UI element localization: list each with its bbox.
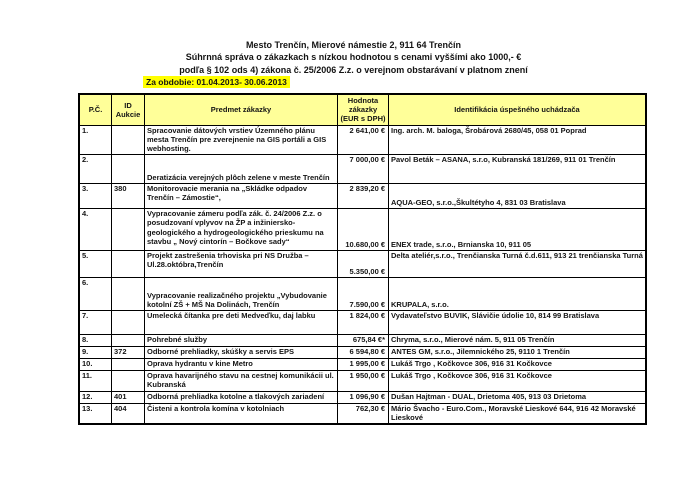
column-header-hodnota: Hodnota zákazky (EUR s DPH) (338, 94, 389, 125)
cell-id (112, 125, 145, 155)
cell-hodnota: 5.350,00 € (338, 251, 389, 278)
cell-predmet: Oprava havarijného stavu na cestnej komunikácii ul. Kubranská (145, 371, 338, 391)
cell-uchadzac: ANTES GM, s.r.o., Jilemnického 25, 9110 1 Trenčín (389, 347, 647, 359)
cell-hodnota: 1 096,90 € (338, 391, 389, 403)
cell-pc: 5. (79, 251, 112, 278)
cell-hodnota: 762,30 € (338, 403, 389, 424)
table-row (79, 251, 646, 278)
cell-id (112, 251, 145, 278)
title-line-2: Súhrnná správa o zákazkach s nízkou hodnotou s cenami vyššími ako 1000,- € (185, 52, 522, 63)
cell-predmet: Deratizácia verejných plôch zelene v meste Trenčín (145, 155, 338, 184)
cell-hodnota: 6 594,80 € (338, 347, 389, 359)
cell-uchadzac: Mário Švacho - Euro.Com., Moravské Lieskové 644, 916 42 Moravské Lieskové (389, 403, 647, 424)
cell-hodnota: 1 824,00 € (338, 311, 389, 335)
column-header-id: ID Aukcie (112, 94, 145, 125)
cell-predmet: Čisteni a kontrola komína v kotolniach (145, 403, 338, 424)
period-line: Za obdobie: 01.04.2013- 30.06.2013 (143, 76, 290, 88)
header-row (79, 94, 646, 125)
cell-hodnota: 7.590,00 € (338, 278, 389, 311)
cell-predmet: Pohrebné služby (145, 335, 338, 347)
cell-id (112, 311, 145, 335)
cell-pc: 11. (79, 371, 112, 391)
cell-id (112, 371, 145, 391)
cell-pc: 10. (79, 359, 112, 371)
cell-predmet: Umelecká čítanka pre deti Medveďku, daj labku (145, 311, 338, 335)
cell-id: 372 (112, 347, 145, 359)
cell-uchadzac: Lukáš Trgo , Kočkovce 306, 916 31 Kočkovce (389, 359, 647, 371)
column-header-uchadzac: Identifikácia úspešného uchádzača (389, 94, 647, 125)
title-line-1: Mesto Trenčín, Mierové námestie 2, 911 64 Trenčín (245, 40, 462, 50)
cell-predmet: Vypracovanie zámeru podľa zák. č. 24/2006 Z.z. o posudzovaní vplyvov na ŽP a inžiniersko-geologického a hydrogeologického prieskumu na stavbu „ Nový cintorín – Bočkove sady“ (145, 209, 338, 251)
cell-hodnota: 2 839,20 € (338, 184, 389, 209)
cell-id (112, 155, 145, 184)
table-row (79, 311, 646, 335)
cell-hodnota: 1 950,00 € (338, 371, 389, 391)
table-head (79, 94, 646, 125)
table-row (79, 335, 646, 347)
table-row (79, 209, 646, 251)
cell-predmet: Spracovanie dátových vrstiev Územného plánu mesta Trenčín pre zverejnenie na GIS portáli a GIS webhosting. (145, 125, 338, 155)
cell-pc: 3. (79, 184, 112, 209)
cell-pc: 12. (79, 391, 112, 403)
cell-uchadzac: Lukáš Trgo , Kočkovce 306, 916 31 Kočkovce (389, 371, 647, 391)
cell-predmet: Odborné prehliadky, skúšky a servis EPS (145, 347, 338, 359)
cell-id: 401 (112, 391, 145, 403)
cell-uchadzac: AQUA-GEO, s.r.o.,Škultétyho 4, 831 03 Bratislava (389, 184, 647, 209)
cell-id (112, 359, 145, 371)
document-header (78, 39, 629, 76)
cell-id: 380 (112, 184, 145, 209)
column-header-predmet: Predmet zákazky (145, 94, 338, 125)
cell-uchadzac: Vydavateľstvo BUVIK, Slávičie údolie 10, 814 99 Bratislava (389, 311, 647, 335)
cell-pc: 9. (79, 347, 112, 359)
table-row (79, 403, 646, 424)
cell-hodnota: 675,84 €* (338, 335, 389, 347)
table-row (79, 278, 646, 311)
cell-uchadzac: KRUPALA, s.r.o. (389, 278, 647, 311)
cell-predmet: Odborná prehliadka kotolne a tlakových zariadení (145, 391, 338, 403)
table-row (79, 155, 646, 184)
cell-id (112, 209, 145, 251)
cell-hodnota: 7 000,00 € (338, 155, 389, 184)
cell-id: 404 (112, 403, 145, 424)
table-row (79, 347, 646, 359)
cell-hodnota: 2 641,00 € (338, 125, 389, 155)
cell-predmet: Oprava hydrantu v kine Metro (145, 359, 338, 371)
cell-id (112, 278, 145, 311)
cell-predmet: Vypracovanie realizačného projektu „Vybudovanie kotolní ZŠ + MŠ Na Dolinách, Trenčín (145, 278, 338, 311)
cell-predmet: Projekt zastrešenia trhoviska pri NS Družba – Ul.28.októbra,Trenčín (145, 251, 338, 278)
title-line-3: podľa § 102 ods 4) zákona č. 25/2006 Z.z. o verejnom obstarávaní v platnom znení (179, 64, 528, 75)
table-row (79, 184, 646, 209)
cell-pc: 2. (79, 155, 112, 184)
cell-uchadzac: Ing. arch. M. baloga, Šrobárová 2680/45, 058 01 Poprad (389, 125, 647, 155)
table-row (79, 391, 646, 403)
cell-uchadzac: Delta ateliér,s.r.o., Trenčianska Turná č.d.611, 913 21 trenčianska Turná (389, 251, 647, 278)
cell-id (112, 335, 145, 347)
cell-pc: 1. (79, 125, 112, 155)
table-row (79, 125, 646, 155)
cell-uchadzac: Dušan Hajtman - DUAL, Drietoma 405, 913 03 Drietoma (389, 391, 647, 403)
cell-predmet: Monitorovacie merania na „Skládke odpadov Trenčín – Zámostie“, (145, 184, 338, 209)
cell-pc: 4. (79, 209, 112, 251)
table-row (79, 371, 646, 391)
table-row (79, 359, 646, 371)
cell-pc: 8. (79, 335, 112, 347)
cell-hodnota: 1 995,00 € (338, 359, 389, 371)
cell-pc: 7. (79, 311, 112, 335)
cell-pc: 13. (79, 403, 112, 424)
table-body (79, 125, 646, 424)
cell-uchadzac: Chryma, s.r.o., Mierové nám. 5, 911 05 Trenčín (389, 335, 647, 347)
cell-uchadzac: Pavol Beták – ASANA, s.r.o, Kubranská 181/269, 911 01 Trenčín (389, 155, 647, 184)
cell-hodnota: 10.680,00 € (338, 209, 389, 251)
cell-pc: 6. (79, 278, 112, 311)
cell-uchadzac: ENEX trade, s.r.o., Brnianska 10, 911 05 (389, 209, 647, 251)
contracts-table (78, 93, 647, 425)
column-header-pc: P.Č. (79, 94, 112, 125)
